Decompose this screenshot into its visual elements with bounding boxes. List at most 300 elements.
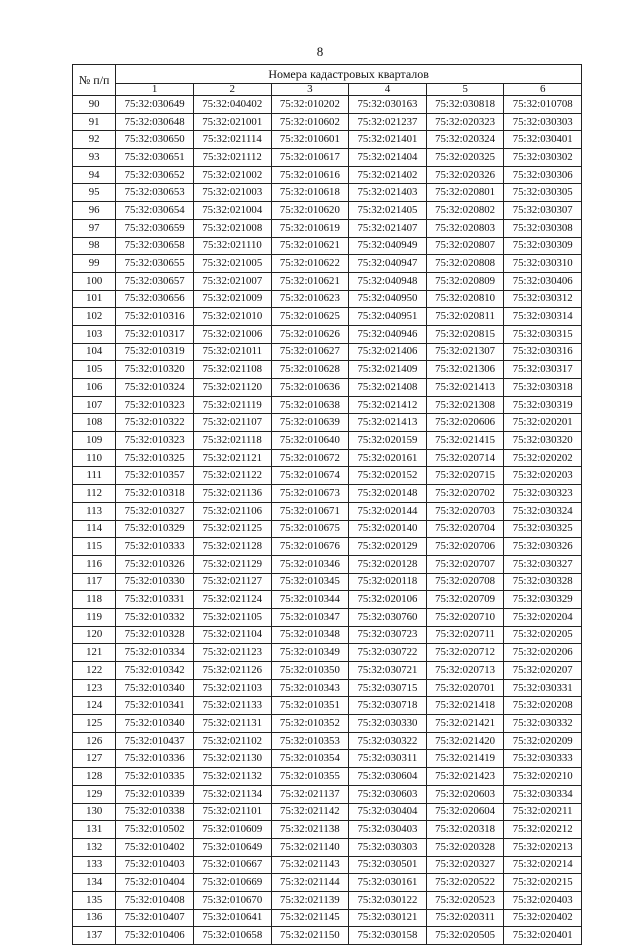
cadastral-number-cell: 75:32:010667 bbox=[193, 856, 271, 874]
cadastral-number-cell: 75:32:010331 bbox=[116, 591, 194, 609]
table-row bbox=[73, 856, 582, 874]
cadastral-number-cell: 75:32:021008 bbox=[193, 219, 271, 237]
cadastral-number-cell: 75:32:030404 bbox=[349, 803, 427, 821]
row-index-cell: 109 bbox=[73, 432, 116, 450]
cadastral-number-cell: 75:32:010352 bbox=[271, 715, 349, 733]
row-index-cell: 131 bbox=[73, 821, 116, 839]
cadastral-number-cell: 75:32:030302 bbox=[504, 149, 582, 167]
table-row bbox=[73, 379, 582, 397]
cadastral-number-cell: 75:32:030308 bbox=[504, 219, 582, 237]
row-index-cell: 124 bbox=[73, 697, 116, 715]
cadastral-number-cell: 75:32:021110 bbox=[193, 237, 271, 255]
cadastral-number-cell: 75:32:020714 bbox=[426, 449, 504, 467]
cadastral-number-cell: 75:32:010327 bbox=[116, 502, 194, 520]
cadastral-number-cell: 75:32:020148 bbox=[349, 485, 427, 503]
cadastral-number-cell: 75:32:010672 bbox=[271, 449, 349, 467]
cadastral-number-cell: 75:32:010621 bbox=[271, 237, 349, 255]
cadastral-number-cell: 75:32:010353 bbox=[271, 732, 349, 750]
cadastral-number-cell: 75:32:020401 bbox=[504, 927, 582, 945]
table-row bbox=[73, 149, 582, 167]
cadastral-number-cell: 75:32:021009 bbox=[193, 290, 271, 308]
cadastral-number-cell: 75:32:030330 bbox=[349, 715, 427, 733]
cadastral-number-cell: 75:32:021004 bbox=[193, 202, 271, 220]
cadastral-number-cell: 75:32:010333 bbox=[116, 538, 194, 556]
table-row bbox=[73, 626, 582, 644]
cadastral-number-cell: 75:32:030718 bbox=[349, 697, 427, 715]
cadastral-number-cell: 75:32:010323 bbox=[116, 396, 194, 414]
table-row bbox=[73, 785, 582, 803]
cadastral-number-cell: 75:32:020161 bbox=[349, 449, 427, 467]
cadastral-number-cell: 75:32:021129 bbox=[193, 555, 271, 573]
cadastral-number-cell: 75:32:010325 bbox=[116, 449, 194, 467]
cadastral-number-cell: 75:32:030303 bbox=[349, 838, 427, 856]
cadastral-number-cell: 75:32:021010 bbox=[193, 308, 271, 326]
row-index-cell: 102 bbox=[73, 308, 116, 326]
cadastral-number-cell: 75:32:021142 bbox=[271, 803, 349, 821]
row-index-cell: 126 bbox=[73, 732, 116, 750]
cadastral-number-cell: 75:32:021127 bbox=[193, 573, 271, 591]
row-index-cell: 103 bbox=[73, 325, 116, 343]
cadastral-number-cell: 75:32:030318 bbox=[504, 379, 582, 397]
cadastral-number-cell: 75:32:021415 bbox=[426, 432, 504, 450]
table-row bbox=[73, 803, 582, 821]
row-index-cell: 113 bbox=[73, 502, 116, 520]
cadastral-number-cell: 75:32:030325 bbox=[504, 520, 582, 538]
cadastral-number-cell: 75:32:030658 bbox=[116, 237, 194, 255]
cadastral-number-cell: 75:32:010350 bbox=[271, 662, 349, 680]
cadastral-number-cell: 75:32:020207 bbox=[504, 662, 582, 680]
cadastral-number-cell: 75:32:010354 bbox=[271, 750, 349, 768]
row-index-cell: 119 bbox=[73, 608, 116, 626]
cadastral-number-cell: 75:32:030723 bbox=[349, 626, 427, 644]
cadastral-number-cell: 75:32:020523 bbox=[426, 891, 504, 909]
cadastral-number-cell: 75:32:030654 bbox=[116, 202, 194, 220]
row-index-cell: 136 bbox=[73, 909, 116, 927]
cadastral-number-cell: 75:32:030306 bbox=[504, 166, 582, 184]
row-index-cell: 91 bbox=[73, 113, 116, 131]
row-index-cell: 97 bbox=[73, 219, 116, 237]
cadastral-number-cell: 75:32:020128 bbox=[349, 555, 427, 573]
cadastral-number-cell: 75:32:021418 bbox=[426, 697, 504, 715]
table-row bbox=[73, 538, 582, 556]
cadastral-number-cell: 75:32:021421 bbox=[426, 715, 504, 733]
table-row bbox=[73, 821, 582, 839]
table-row bbox=[73, 768, 582, 786]
row-index-cell: 112 bbox=[73, 485, 116, 503]
cadastral-number-cell: 75:32:021101 bbox=[193, 803, 271, 821]
cadastral-number-cell: 75:32:021138 bbox=[271, 821, 349, 839]
row-index-cell: 107 bbox=[73, 396, 116, 414]
cadastral-number-cell: 75:32:010347 bbox=[271, 608, 349, 626]
cadastral-number-cell: 75:32:021307 bbox=[426, 343, 504, 361]
row-index-cell: 135 bbox=[73, 891, 116, 909]
cadastral-number-cell: 75:32:030501 bbox=[349, 856, 427, 874]
table-row bbox=[73, 96, 582, 114]
row-index-cell: 132 bbox=[73, 838, 116, 856]
row-index-cell: 127 bbox=[73, 750, 116, 768]
cadastral-number-cell: 75:32:020214 bbox=[504, 856, 582, 874]
cadastral-number-cell: 75:32:021139 bbox=[271, 891, 349, 909]
cadastral-number-cell: 75:32:021403 bbox=[349, 184, 427, 202]
cadastral-number-cell: 75:32:020324 bbox=[426, 131, 504, 149]
table-row bbox=[73, 219, 582, 237]
cadastral-number-cell: 75:32:021136 bbox=[193, 485, 271, 503]
cadastral-number-cell: 75:32:021140 bbox=[271, 838, 349, 856]
cadastral-number-cell: 75:32:030715 bbox=[349, 679, 427, 697]
cadastral-number-cell: 75:32:021121 bbox=[193, 449, 271, 467]
cadastral-number-cell: 75:32:020318 bbox=[426, 821, 504, 839]
row-index-cell: 118 bbox=[73, 591, 116, 609]
cadastral-number-cell: 75:32:010317 bbox=[116, 325, 194, 343]
cadastral-number-cell: 75:32:021408 bbox=[349, 379, 427, 397]
cadastral-number-cell: 75:32:010320 bbox=[116, 361, 194, 379]
cadastral-number-cell: 75:32:010502 bbox=[116, 821, 194, 839]
cadastral-number-cell: 75:32:010403 bbox=[116, 856, 194, 874]
cadastral-number-cell: 75:32:030603 bbox=[349, 785, 427, 803]
cadastral-number-cell: 75:32:030161 bbox=[349, 874, 427, 892]
cadastral-number-cell: 75:32:010636 bbox=[271, 379, 349, 397]
cadastral-number-cell: 75:32:010355 bbox=[271, 768, 349, 786]
cadastral-number-cell: 75:32:030314 bbox=[504, 308, 582, 326]
cadastral-number-cell: 75:32:021419 bbox=[426, 750, 504, 768]
table-row bbox=[73, 343, 582, 361]
column-number-header: 2 bbox=[193, 84, 271, 96]
cadastral-number-cell: 75:32:040947 bbox=[349, 255, 427, 273]
row-index-cell: 101 bbox=[73, 290, 116, 308]
cadastral-number-cell: 75:32:010339 bbox=[116, 785, 194, 803]
cadastral-number-cell: 75:32:040950 bbox=[349, 290, 427, 308]
cadastral-number-cell: 75:32:010602 bbox=[271, 113, 349, 131]
row-index-cell: 104 bbox=[73, 343, 116, 361]
column-number-header: 1 bbox=[116, 84, 194, 96]
cadastral-number-cell: 75:32:030653 bbox=[116, 184, 194, 202]
table-row bbox=[73, 750, 582, 768]
cadastral-number-cell: 75:32:020201 bbox=[504, 414, 582, 432]
row-index-cell: 116 bbox=[73, 555, 116, 573]
cadastral-number-cell: 75:32:021150 bbox=[271, 927, 349, 945]
cadastral-number-cell: 75:32:030604 bbox=[349, 768, 427, 786]
cadastral-number-cell: 75:32:021409 bbox=[349, 361, 427, 379]
table-row bbox=[73, 325, 582, 343]
cadastral-number-cell: 75:32:021405 bbox=[349, 202, 427, 220]
row-index-cell: 93 bbox=[73, 149, 116, 167]
cadastral-number-cell: 75:32:030320 bbox=[504, 432, 582, 450]
cadastral-number-cell: 75:32:020802 bbox=[426, 202, 504, 220]
cadastral-number-cell: 75:32:010639 bbox=[271, 414, 349, 432]
row-index-cell: 121 bbox=[73, 644, 116, 662]
cadastral-number-cell: 75:32:030163 bbox=[349, 96, 427, 114]
cadastral-number-cell: 75:32:020713 bbox=[426, 662, 504, 680]
cadastral-number-cell: 75:32:010319 bbox=[116, 343, 194, 361]
table-row bbox=[73, 555, 582, 573]
cadastral-number-cell: 75:32:010649 bbox=[193, 838, 271, 856]
cadastral-number-cell: 75:32:010402 bbox=[116, 838, 194, 856]
cadastral-number-cell: 75:32:021131 bbox=[193, 715, 271, 733]
cadastral-number-cell: 75:32:021237 bbox=[349, 113, 427, 131]
cadastral-number-cell: 75:32:030305 bbox=[504, 184, 582, 202]
cadastral-number-cell: 75:32:010617 bbox=[271, 149, 349, 167]
cadastral-number-cell: 75:32:010330 bbox=[116, 573, 194, 591]
cadastral-number-cell: 75:32:010326 bbox=[116, 555, 194, 573]
table-row bbox=[73, 697, 582, 715]
cadastral-number-cell: 75:32:010344 bbox=[271, 591, 349, 609]
table-row bbox=[73, 838, 582, 856]
table-row bbox=[73, 202, 582, 220]
cadastral-number-cell: 75:32:010408 bbox=[116, 891, 194, 909]
cadastral-number-cell: 75:32:021402 bbox=[349, 166, 427, 184]
cadastral-number-cell: 75:32:030722 bbox=[349, 644, 427, 662]
row-index-cell: 100 bbox=[73, 272, 116, 290]
cadastral-number-cell: 75:32:020215 bbox=[504, 874, 582, 892]
column-number-header: 3 bbox=[271, 84, 349, 96]
table-row bbox=[73, 290, 582, 308]
table-row bbox=[73, 644, 582, 662]
cadastral-number-cell: 75:32:020206 bbox=[504, 644, 582, 662]
row-index-cell: 122 bbox=[73, 662, 116, 680]
cadastral-number-cell: 75:32:020204 bbox=[504, 608, 582, 626]
page-number: 8 bbox=[316, 44, 324, 59]
cadastral-number-cell: 75:32:021107 bbox=[193, 414, 271, 432]
row-index-cell: 117 bbox=[73, 573, 116, 591]
cadastral-number-cell: 75:32:020702 bbox=[426, 485, 504, 503]
cadastral-number-cell: 75:32:020815 bbox=[426, 325, 504, 343]
cadastral-number-cell: 75:32:010638 bbox=[271, 396, 349, 414]
cadastral-number-cell: 75:32:020205 bbox=[504, 626, 582, 644]
index-column-header: № п/п bbox=[73, 65, 116, 96]
cadastral-number-cell: 75:32:030329 bbox=[504, 591, 582, 609]
cadastral-number-cell: 75:32:030334 bbox=[504, 785, 582, 803]
cadastral-number-cell: 75:32:021133 bbox=[193, 697, 271, 715]
row-index-cell: 90 bbox=[73, 96, 116, 114]
row-index-cell: 96 bbox=[73, 202, 116, 220]
cadastral-number-cell: 75:32:030326 bbox=[504, 538, 582, 556]
cadastral-number-cell: 75:32:020801 bbox=[426, 184, 504, 202]
cadastral-number-cell: 75:32:021102 bbox=[193, 732, 271, 750]
cadastral-number-cell: 75:32:010322 bbox=[116, 414, 194, 432]
table-row bbox=[73, 662, 582, 680]
cadastral-number-cell: 75:32:020715 bbox=[426, 467, 504, 485]
cadastral-number-cell: 75:32:010628 bbox=[271, 361, 349, 379]
table-row bbox=[73, 396, 582, 414]
cadastral-number-cell: 75:32:010621 bbox=[271, 272, 349, 290]
cadastral-number-cell: 75:32:020709 bbox=[426, 591, 504, 609]
row-index-cell: 92 bbox=[73, 131, 116, 149]
cadastral-number-cell: 75:32:010620 bbox=[271, 202, 349, 220]
cadastral-number-cell: 75:32:021145 bbox=[271, 909, 349, 927]
cadastral-number-cell: 75:32:010316 bbox=[116, 308, 194, 326]
cadastral-number-cell: 75:32:020213 bbox=[504, 838, 582, 856]
table-row bbox=[73, 272, 582, 290]
cadastral-number-cell: 75:32:040402 bbox=[193, 96, 271, 114]
cadastral-number-cell: 75:32:030659 bbox=[116, 219, 194, 237]
cadastral-number-cell: 75:32:010673 bbox=[271, 485, 349, 503]
cadastral-number-cell: 75:32:010407 bbox=[116, 909, 194, 927]
cadastral-number-cell: 75:32:020704 bbox=[426, 520, 504, 538]
cadastral-number-cell: 75:32:021112 bbox=[193, 149, 271, 167]
cadastral-number-cell: 75:32:021123 bbox=[193, 644, 271, 662]
cadastral-number-cell: 75:32:020140 bbox=[349, 520, 427, 538]
cadastral-number-cell: 75:32:010671 bbox=[271, 502, 349, 520]
cadastral-number-cell: 75:32:021126 bbox=[193, 662, 271, 680]
row-index-cell: 106 bbox=[73, 379, 116, 397]
cadastral-number-cell: 75:32:021420 bbox=[426, 732, 504, 750]
cadastral-number-cell: 75:32:020701 bbox=[426, 679, 504, 697]
cadastral-number-cell: 75:32:020803 bbox=[426, 219, 504, 237]
cadastral-number-cell: 75:32:020809 bbox=[426, 272, 504, 290]
table-row bbox=[73, 591, 582, 609]
cadastral-number-cell: 75:32:020712 bbox=[426, 644, 504, 662]
cadastral-number-cell: 75:32:030323 bbox=[504, 485, 582, 503]
cadastral-number-cell: 75:32:020703 bbox=[426, 502, 504, 520]
cadastral-number-cell: 75:32:021413 bbox=[426, 379, 504, 397]
cadastral-number-cell: 75:32:010332 bbox=[116, 608, 194, 626]
cadastral-number-cell: 75:32:010323 bbox=[116, 432, 194, 450]
cadastral-number-cell: 75:32:030324 bbox=[504, 502, 582, 520]
cadastral-number-cell: 75:32:030327 bbox=[504, 555, 582, 573]
cadastral-number-cell: 75:32:010334 bbox=[116, 644, 194, 662]
column-number-header: 4 bbox=[349, 84, 427, 96]
cadastral-number-cell: 75:32:021306 bbox=[426, 361, 504, 379]
cadastral-number-cell: 75:32:030310 bbox=[504, 255, 582, 273]
row-index-cell: 115 bbox=[73, 538, 116, 556]
cadastral-number-cell: 75:32:020603 bbox=[426, 785, 504, 803]
cadastral-number-cell: 75:32:010601 bbox=[271, 131, 349, 149]
cadastral-number-cell: 75:32:020106 bbox=[349, 591, 427, 609]
cadastral-number-cell: 75:32:021002 bbox=[193, 166, 271, 184]
cadastral-number-cell: 75:32:021006 bbox=[193, 325, 271, 343]
table-row bbox=[73, 184, 582, 202]
cadastral-number-cell: 75:32:010626 bbox=[271, 325, 349, 343]
cadastral-number-cell: 75:32:010669 bbox=[193, 874, 271, 892]
cadastral-number-cell: 75:32:020403 bbox=[504, 891, 582, 909]
cadastral-number-cell: 75:32:021108 bbox=[193, 361, 271, 379]
cadastral-number-cell: 75:32:030406 bbox=[504, 272, 582, 290]
cadastral-number-cell: 75:32:010675 bbox=[271, 520, 349, 538]
cadastral-number-cell: 75:32:030121 bbox=[349, 909, 427, 927]
cadastral-number-cell: 75:32:040946 bbox=[349, 325, 427, 343]
cadastral-number-cell: 75:32:021407 bbox=[349, 219, 427, 237]
cadastral-number-cell: 75:32:010674 bbox=[271, 467, 349, 485]
row-index-cell: 114 bbox=[73, 520, 116, 538]
cadastral-number-cell: 75:32:010658 bbox=[193, 927, 271, 945]
table-row bbox=[73, 732, 582, 750]
cadastral-number-cell: 75:32:040948 bbox=[349, 272, 427, 290]
cadastral-number-cell: 75:32:021119 bbox=[193, 396, 271, 414]
cadastral-number-cell: 75:32:030158 bbox=[349, 927, 427, 945]
cadastral-number-cell: 75:32:030312 bbox=[504, 290, 582, 308]
cadastral-quarters-table bbox=[72, 64, 582, 945]
cadastral-number-cell: 75:32:020311 bbox=[426, 909, 504, 927]
cadastral-number-cell: 75:32:020327 bbox=[426, 856, 504, 874]
cadastral-number-cell: 75:32:010348 bbox=[271, 626, 349, 644]
cadastral-number-cell: 75:32:020202 bbox=[504, 449, 582, 467]
cadastral-number-cell: 75:32:021134 bbox=[193, 785, 271, 803]
table-row bbox=[73, 255, 582, 273]
row-index-cell: 125 bbox=[73, 715, 116, 733]
cadastral-number-cell: 75:32:020323 bbox=[426, 113, 504, 131]
cadastral-number-cell: 75:32:020118 bbox=[349, 573, 427, 591]
table-body bbox=[73, 96, 582, 945]
cadastral-number-cell: 75:32:020326 bbox=[426, 166, 504, 184]
table-row bbox=[73, 414, 582, 432]
cadastral-number-cell: 75:32:010346 bbox=[271, 555, 349, 573]
cadastral-number-cell: 75:32:010343 bbox=[271, 679, 349, 697]
cadastral-number-cell: 75:32:010329 bbox=[116, 520, 194, 538]
cadastral-number-cell: 75:32:010335 bbox=[116, 768, 194, 786]
table-row bbox=[73, 608, 582, 626]
cadastral-number-cell: 75:32:010338 bbox=[116, 803, 194, 821]
cadastral-number-cell: 75:32:021124 bbox=[193, 591, 271, 609]
cadastral-number-cell: 75:32:030303 bbox=[504, 113, 582, 131]
table-row bbox=[73, 909, 582, 927]
cadastral-number-cell: 75:32:021413 bbox=[349, 414, 427, 432]
cadastral-number-cell: 75:32:021005 bbox=[193, 255, 271, 273]
cadastral-number-cell: 75:32:020208 bbox=[504, 697, 582, 715]
cadastral-number-cell: 75:32:020159 bbox=[349, 432, 427, 450]
row-index-cell: 134 bbox=[73, 874, 116, 892]
row-index-cell: 111 bbox=[73, 467, 116, 485]
table-row bbox=[73, 891, 582, 909]
cadastral-number-cell: 75:32:021120 bbox=[193, 379, 271, 397]
cadastral-number-cell: 75:32:030649 bbox=[116, 96, 194, 114]
cadastral-number-cell: 75:32:030651 bbox=[116, 149, 194, 167]
cadastral-number-cell: 75:32:010351 bbox=[271, 697, 349, 715]
cadastral-number-cell: 75:32:021001 bbox=[193, 113, 271, 131]
table-row bbox=[73, 113, 582, 131]
cadastral-number-cell: 75:32:010609 bbox=[193, 821, 271, 839]
row-index-cell: 129 bbox=[73, 785, 116, 803]
row-index-cell: 133 bbox=[73, 856, 116, 874]
cadastral-number-cell: 75:32:030760 bbox=[349, 608, 427, 626]
cadastral-number-cell: 75:32:021106 bbox=[193, 502, 271, 520]
cadastral-number-cell: 75:32:030332 bbox=[504, 715, 582, 733]
cadastral-number-cell: 75:32:020209 bbox=[504, 732, 582, 750]
cadastral-number-cell: 75:32:020711 bbox=[426, 626, 504, 644]
cadastral-number-cell: 75:32:030317 bbox=[504, 361, 582, 379]
row-index-cell: 99 bbox=[73, 255, 116, 273]
cadastral-number-cell: 75:32:020144 bbox=[349, 502, 427, 520]
cadastral-number-cell: 75:32:030319 bbox=[504, 396, 582, 414]
cadastral-number-cell: 75:32:020710 bbox=[426, 608, 504, 626]
cadastral-number-cell: 75:32:030331 bbox=[504, 679, 582, 697]
cadastral-number-cell: 75:32:030315 bbox=[504, 325, 582, 343]
table-row bbox=[73, 927, 582, 945]
table-row bbox=[73, 166, 582, 184]
cadastral-number-cell: 75:32:010340 bbox=[116, 679, 194, 697]
cadastral-number-cell: 75:32:010345 bbox=[271, 573, 349, 591]
cadastral-number-cell: 75:32:020522 bbox=[426, 874, 504, 892]
cadastral-number-cell: 75:32:021423 bbox=[426, 768, 504, 786]
cadastral-number-cell: 75:32:021122 bbox=[193, 467, 271, 485]
cadastral-number-cell: 75:32:030650 bbox=[116, 131, 194, 149]
cadastral-number-cell: 75:32:010616 bbox=[271, 166, 349, 184]
table-row bbox=[73, 467, 582, 485]
group-column-header: Номера кадастровых кварталов bbox=[116, 65, 582, 84]
cadastral-number-cell: 75:32:020707 bbox=[426, 555, 504, 573]
cadastral-number-cell: 75:32:010341 bbox=[116, 697, 194, 715]
cadastral-number-cell: 75:32:010618 bbox=[271, 184, 349, 202]
cadastral-number-cell: 75:32:010342 bbox=[116, 662, 194, 680]
cadastral-number-cell: 75:32:021308 bbox=[426, 396, 504, 414]
cadastral-number-cell: 75:32:030307 bbox=[504, 202, 582, 220]
cadastral-number-cell: 75:32:010641 bbox=[193, 909, 271, 927]
cadastral-number-cell: 75:32:021130 bbox=[193, 750, 271, 768]
cadastral-number-cell: 75:32:030656 bbox=[116, 290, 194, 308]
cadastral-number-cell: 75:32:020203 bbox=[504, 467, 582, 485]
cadastral-number-cell: 75:32:021406 bbox=[349, 343, 427, 361]
cadastral-number-cell: 75:32:020212 bbox=[504, 821, 582, 839]
cadastral-number-cell: 75:32:010318 bbox=[116, 485, 194, 503]
